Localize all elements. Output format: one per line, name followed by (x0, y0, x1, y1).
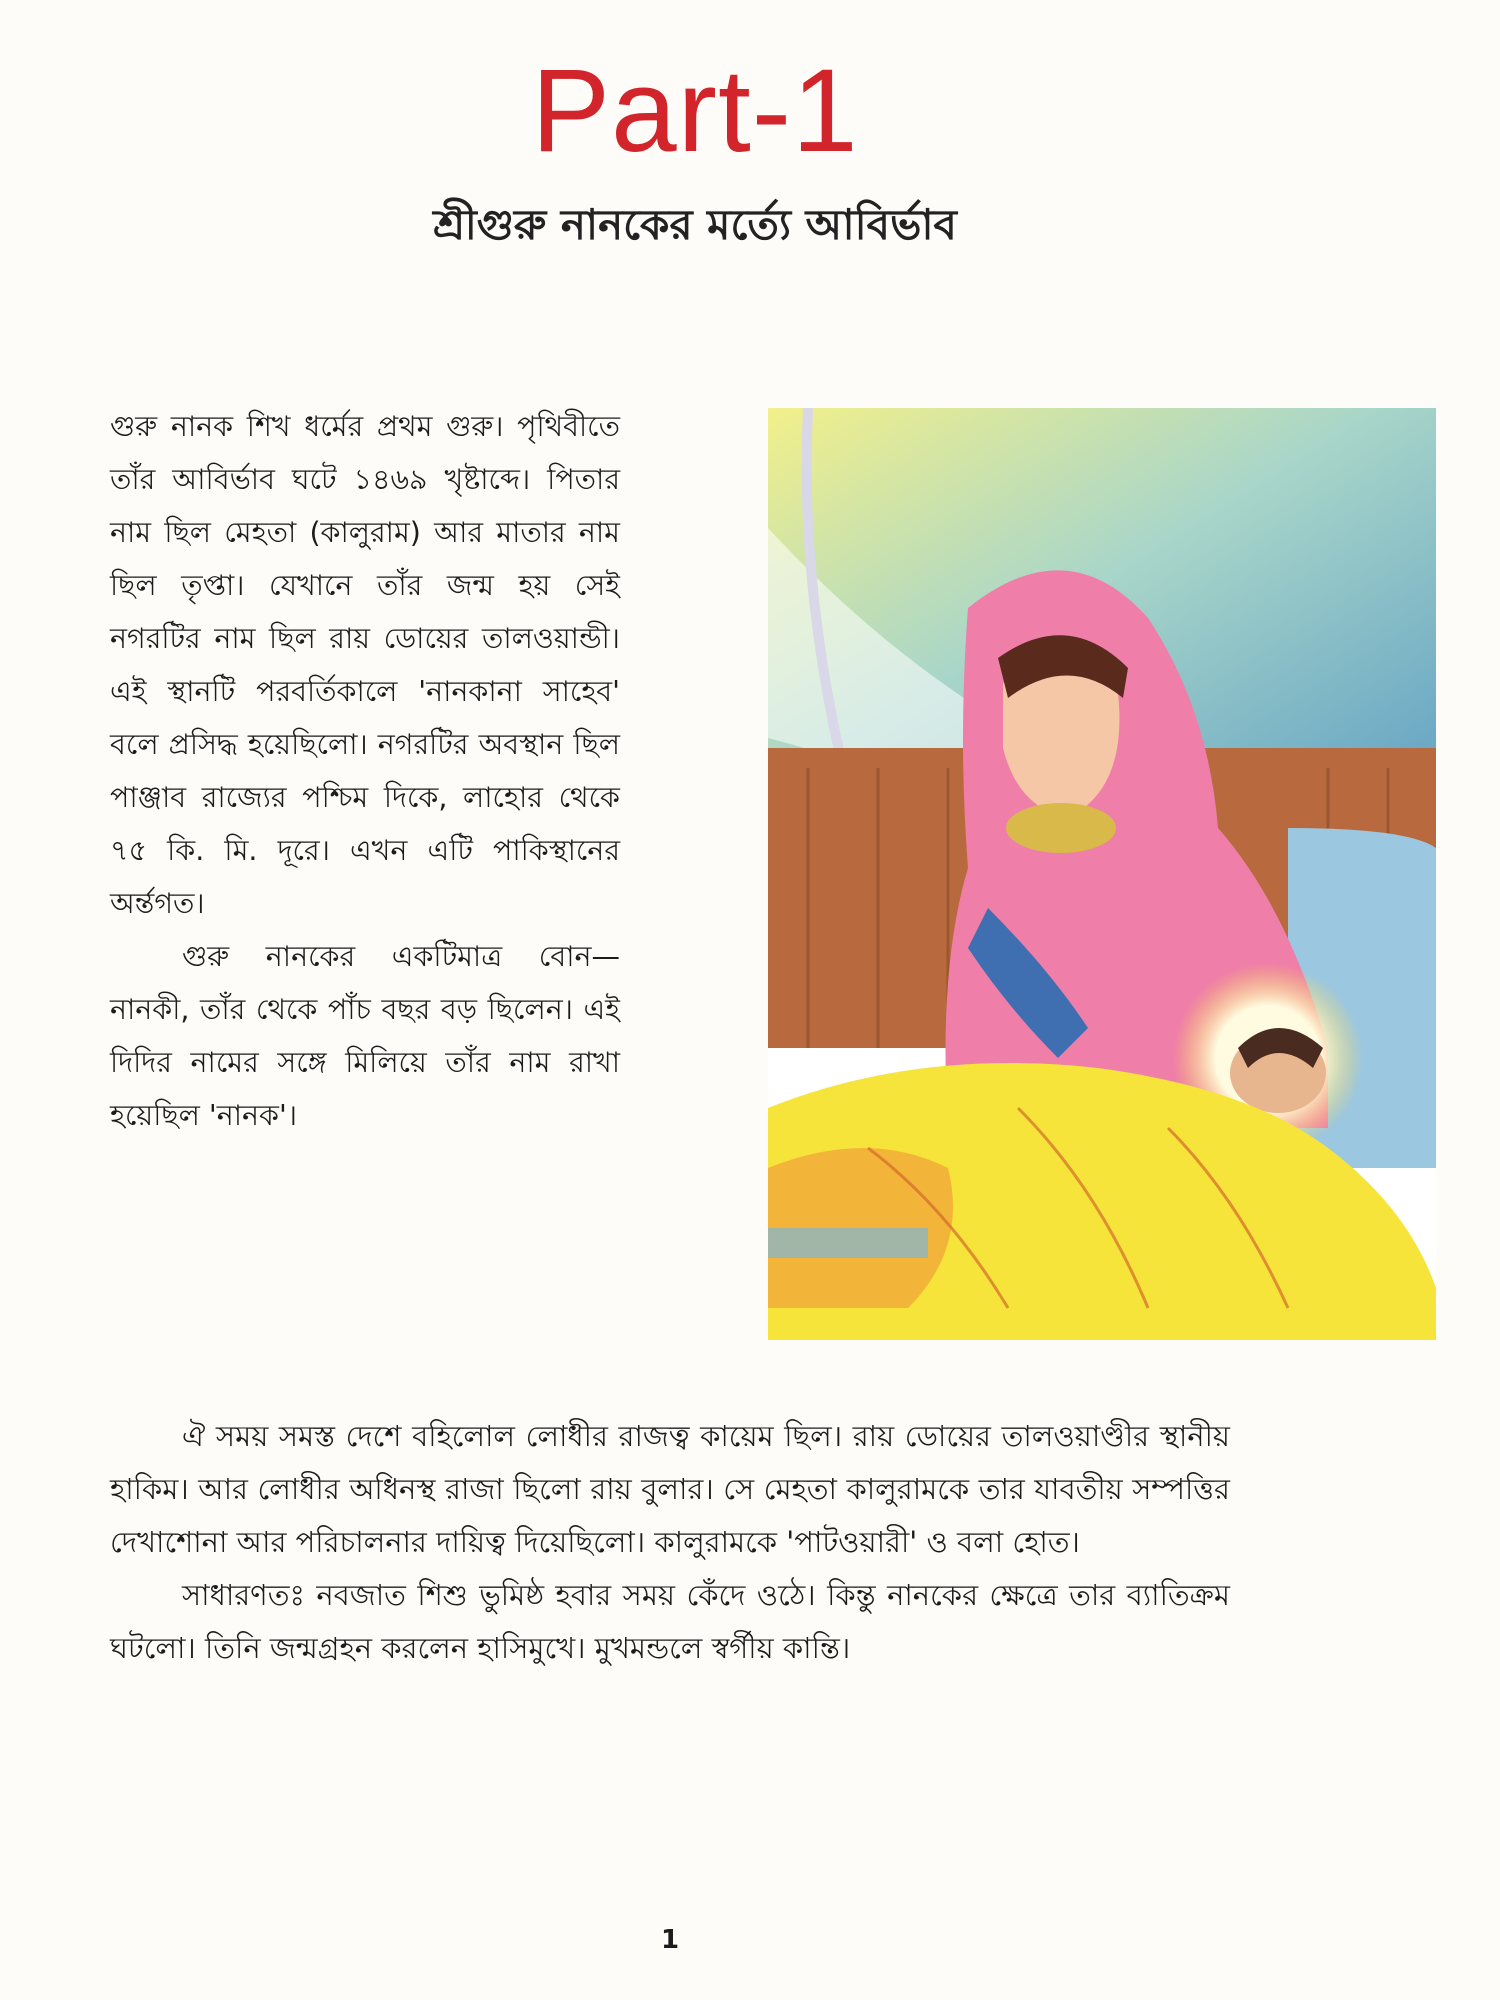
bottom-text-block (110, 1410, 1230, 1675)
paragraph-sister: গুরু নানকের একটিমাত্র বোন— নানকী, তাঁর থেকে পাঁচ বছর বড় ছিলেন। এই দিদির নামের সঙ্গে মিলিয়ে তাঁর নাম রাখা হয়েছিল 'নানক'। (110, 940, 620, 1132)
chapter-title: শ্রীগুরু নানকের মর্ত্যে আবির্ভাব (433, 200, 957, 249)
illustration-painting (768, 408, 1436, 1340)
part-title: Part-1 (531, 45, 859, 177)
left-text-column (110, 400, 620, 1142)
paragraph-intro: গুরু নানক শিখ ধর্মের প্রথম গুরু। পৃথিবীতে তাঁর আবির্ভাব ঘটে ১৪৬৯ খৃষ্টাব্দে। পিতার নাম ছিল মেহতা (কালুরাম) আর মাতার নাম ছিল তৃপ্তা। যেখানে তাঁর জন্ম হয় সেই নগরটির নাম ছিল রায় ডোয়ের তালওয়ান্ডী। এই স্থানটি পরবর্তিকালে 'নানকানা সাহেব' বলে প্রসিদ্ধ হয়েছিলো। নগরটির অবস্থান ছিল পাঞ্জাব রাজ্যের পশ্চিম দিকে, লাহোর থেকে ৭৫ কি. মি. দূরে। এখন এটি পাকিস্থানের অর্ন্তগত। (110, 410, 620, 920)
page-number: 1 (660, 1925, 680, 1955)
paragraph-birth: সাধারণতঃ নবজাত শিশু ভুমিষ্ঠ হবার সময় কেঁদে ওঠে। কিন্তু নানকের ক্ষেত্রে তার ব্যাতিক্রম ঘটলো। তিনি জন্মগ্রহন করলেন হাসিমুখে। মুখমন্ডলে স্বর্গীয় কান্তি। (110, 1578, 1230, 1665)
necklace (1006, 803, 1116, 853)
mother-and-child-illustration (768, 408, 1436, 1340)
paragraph-lodhi: ঐ সময় সমস্ত দেশে বহিলোল লোধীর রাজত্ব কায়েম ছিল। রায় ডোয়ের তালওয়াণ্ডীর স্থানীয় হাকিম। আর লোধীর অধিনস্থ রাজা ছিলো রায় বুলার। সে মেহতা কালুরামকে তার যাবতীয় সম্পত্তির দেখাশোনা আর পরিচালনার দায়িত্ব দিয়েছিলো। কালুরামকে 'পাটওয়ারী' ও বলা হোত। (110, 1419, 1230, 1559)
